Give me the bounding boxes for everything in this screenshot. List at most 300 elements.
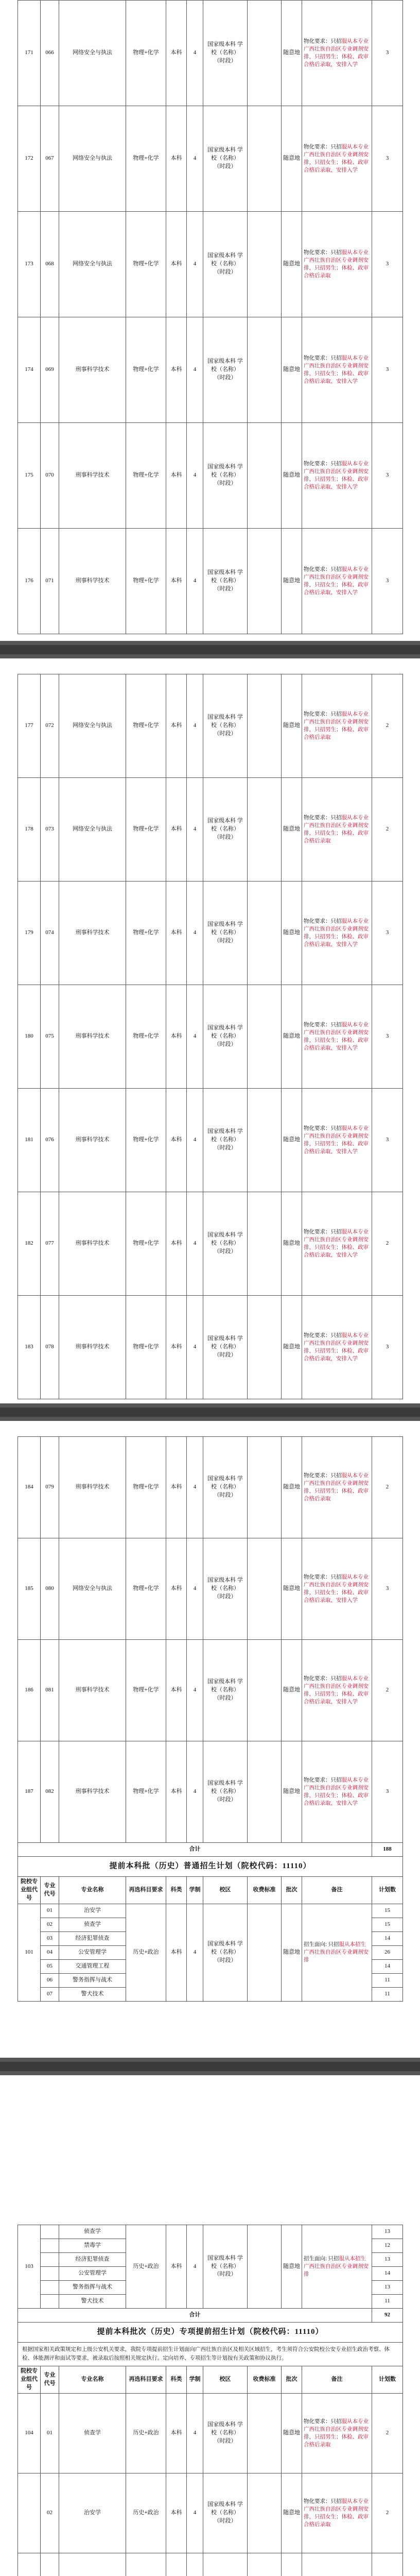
subject-cell: 物理+化学 bbox=[126, 778, 166, 882]
batch-cell: 随意地 bbox=[282, 778, 302, 882]
years-cell: 4 bbox=[187, 882, 203, 985]
column-header: 专业名称 bbox=[59, 2366, 126, 2394]
subject-cell: 物理+化学 bbox=[126, 1089, 166, 1192]
fee-cell bbox=[248, 882, 282, 985]
table-row bbox=[18, 1538, 403, 1640]
years-cell: 4 bbox=[187, 2225, 203, 2309]
column-headers bbox=[18, 2366, 403, 2394]
batch-cell: 随意地 bbox=[282, 1192, 302, 1296]
column-header: 校区 bbox=[203, 2366, 248, 2394]
document-page-1 bbox=[0, 0, 420, 634]
subject-cell: 历史+政治 bbox=[126, 2473, 166, 2553]
major-code-cell: 066 bbox=[41, 1, 59, 106]
batch-cell: 随意地 bbox=[282, 2394, 302, 2473]
header-row bbox=[18, 2366, 403, 2394]
table-row bbox=[18, 1192, 403, 1296]
campus-cell: 国家级本科 学校（名称） （时段） bbox=[203, 778, 248, 882]
remarks-cell bbox=[302, 317, 372, 423]
group-code-cell: 181 bbox=[18, 1089, 41, 1192]
years-cell: 4 bbox=[187, 106, 203, 212]
major-name-cell: 侦查学 bbox=[59, 1918, 126, 1931]
years-cell: 4 bbox=[187, 1538, 203, 1640]
major-name-cell: 公安管理学 bbox=[59, 1945, 126, 1959]
category-cell: 本科 bbox=[166, 1538, 187, 1640]
major-name-cell: 侦查学 bbox=[59, 2225, 126, 2239]
remarks-text: 招生面向: 只招 bbox=[304, 1941, 339, 1947]
remarks-cell bbox=[302, 882, 372, 985]
remarks-highlight: 服从本招生广西壮族自治区专业调剂安排 bbox=[304, 2256, 369, 2278]
column-header: 计划数 bbox=[372, 2366, 403, 2394]
years-cell: 4 bbox=[187, 1904, 203, 2001]
category-cell: 本科 bbox=[166, 1192, 187, 1296]
group-code-cell: 178 bbox=[18, 778, 41, 882]
campus-cell: 国家级本科 学校（名称） （时段） bbox=[203, 1640, 248, 1741]
enrollment-table-4 bbox=[18, 2225, 403, 2576]
plan-count-cell: 3 bbox=[372, 1538, 403, 1640]
header-row bbox=[18, 1876, 403, 1904]
plan-count-cell: 2 bbox=[372, 2394, 403, 2473]
category-cell: 本科 bbox=[166, 2394, 187, 2473]
remarks-text: 物化要求：只招 bbox=[304, 461, 342, 467]
column-header: 学制 bbox=[187, 1876, 203, 1904]
major-code-cell: 070 bbox=[41, 423, 59, 529]
table-row bbox=[18, 212, 403, 317]
column-header: 科类 bbox=[166, 1876, 187, 1904]
remarks-highlight: 服从本专业广西壮族自治区专业调剂安排，只招女生；体检、政审合格后录取，安排入学 bbox=[304, 1022, 369, 1052]
document-page-2 bbox=[0, 658, 420, 1399]
fee-cell bbox=[248, 1640, 282, 1741]
major-code-cell bbox=[41, 2253, 59, 2267]
major-name-cell: 网络安全与执法 bbox=[59, 212, 126, 317]
remarks-text: 物化要求：只招 bbox=[304, 249, 342, 256]
years-cell: 4 bbox=[187, 1089, 203, 1192]
major-code-cell: 02 bbox=[41, 2473, 59, 2553]
remarks-highlight: 服从本专业广西壮族自治区专业调剂安排，只招男生；体检、政审合格后录取，安排入学 bbox=[304, 1332, 369, 1362]
category-cell: 本科 bbox=[166, 882, 187, 985]
remarks-text: 物化要求：只招 bbox=[304, 144, 342, 150]
column-header: 计划数 bbox=[372, 1876, 403, 1904]
remarks-cell bbox=[302, 1904, 372, 2001]
remarks-cell bbox=[302, 778, 372, 882]
plan-count-cell: 2 bbox=[372, 778, 403, 882]
batch-cell: 随意地 bbox=[282, 212, 302, 317]
years-cell: 4 bbox=[187, 1192, 203, 1296]
campus-cell: 国家级本科 学校（名称） （时段） bbox=[203, 106, 248, 212]
major-name-cell: 刑事科学技术 bbox=[59, 985, 126, 1089]
years-cell bbox=[187, 2553, 203, 2576]
plan-count-cell: 14 bbox=[372, 1959, 403, 1973]
category-cell: 本科 bbox=[166, 674, 187, 778]
batch-cell: 随意地 bbox=[282, 423, 302, 529]
plan-count-cell: 3 bbox=[372, 106, 403, 212]
major-name-cell: 交通管理工程 bbox=[59, 1959, 126, 1973]
remarks-text: 物化要求：只招 bbox=[304, 1472, 342, 1479]
category-cell: 本科 bbox=[166, 1089, 187, 1192]
years-cell: 4 bbox=[187, 423, 203, 529]
major-code-cell bbox=[41, 2281, 59, 2295]
subject-cell: 历史+政治 bbox=[126, 2225, 166, 2309]
major-name-cell: 警务指挥与战术 bbox=[59, 1973, 126, 1987]
campus-cell: 国家级本科 学校（名称） （时段） bbox=[203, 1089, 248, 1192]
table-row bbox=[18, 1741, 403, 1843]
column-header: 专业代号 bbox=[41, 1876, 59, 1904]
batch-cell: 随意地 bbox=[282, 2225, 302, 2309]
remarks-text: 物化要求：只招 bbox=[304, 1229, 342, 1235]
subject-cell: 物理+化学 bbox=[126, 1640, 166, 1741]
fee-cell bbox=[248, 212, 282, 317]
major-code-cell: 04 bbox=[41, 1945, 59, 1959]
major-code-cell bbox=[41, 2225, 59, 2239]
major-name-cell: 经济犯罪侦查 bbox=[59, 1931, 126, 1945]
column-header: 校区 bbox=[203, 1876, 248, 1904]
subject-cell: 物理+化学 bbox=[126, 106, 166, 212]
table-body bbox=[18, 1437, 403, 1843]
campus-cell: 国家级本科 学校（名称） （时段） bbox=[203, 2394, 248, 2473]
group-code-cell: 101 bbox=[18, 1904, 41, 2001]
subject-cell: 历史+政治 bbox=[126, 2394, 166, 2473]
fee-cell bbox=[248, 423, 282, 529]
enrollment-table-2 bbox=[18, 674, 403, 1399]
remarks-cell bbox=[302, 529, 372, 634]
remarks-highlight: 服从本招生广西壮族自治区专业调剂安排 bbox=[304, 1941, 369, 1963]
remarks-text: 物化要求：只招 bbox=[304, 711, 342, 717]
major-code-cell: 067 bbox=[41, 106, 59, 212]
major-name-cell: 网络安全与执法 bbox=[59, 778, 126, 882]
fee-cell bbox=[248, 2473, 282, 2553]
document-page-4 bbox=[0, 2075, 420, 2576]
category-cell: 本科 bbox=[166, 1640, 187, 1741]
fee-cell bbox=[248, 1296, 282, 1399]
plan-count-cell: 11 bbox=[372, 1987, 403, 2001]
table-row bbox=[18, 529, 403, 634]
plan-count-cell: 3 bbox=[372, 317, 403, 423]
table-body bbox=[18, 1904, 403, 2001]
fee-cell bbox=[248, 317, 282, 423]
plan-count-cell: 2 bbox=[372, 2473, 403, 2553]
column-header: 专业代号 bbox=[41, 2366, 59, 2394]
remarks-highlight: 服从本专业广西壮族自治区专业调剂安排，只招男生；体检、政审合格后录取，安排入学 bbox=[304, 1675, 369, 1705]
table-row bbox=[18, 423, 403, 529]
subject-cell: 物理+化学 bbox=[126, 1296, 166, 1399]
major-code-cell: 082 bbox=[41, 1741, 59, 1843]
fee-cell bbox=[248, 529, 282, 634]
plan-count-cell: 3 bbox=[372, 212, 403, 317]
subject-cell: 物理+化学 bbox=[126, 212, 166, 317]
category-cell: 本科 bbox=[166, 1904, 187, 2001]
remarks-cell bbox=[302, 2394, 372, 2473]
fee-cell bbox=[248, 2553, 282, 2576]
major-code-cell: 06 bbox=[41, 1973, 59, 1987]
group-code-cell: 179 bbox=[18, 882, 41, 985]
campus-cell: 国家级本科 学校（名称） （时段） bbox=[203, 674, 248, 778]
subject-cell: 物理+化学 bbox=[126, 1538, 166, 1640]
plan-count-cell: 3 bbox=[372, 1, 403, 106]
column-header: 再选科目要求 bbox=[126, 1876, 166, 1904]
remarks-cell bbox=[302, 1, 372, 106]
table-row bbox=[18, 1904, 403, 1918]
fee-cell bbox=[248, 1, 282, 106]
remarks-cell bbox=[302, 1089, 372, 1192]
major-name-cell: 网络安全与执法 bbox=[59, 1, 126, 106]
column-headers bbox=[18, 1876, 403, 1904]
batch-cell: 随意地 bbox=[282, 1296, 302, 1399]
group-code-cell: 104 bbox=[18, 2394, 41, 2473]
years-cell: 4 bbox=[187, 1, 203, 106]
batch-cell: 随意地 bbox=[282, 1640, 302, 1741]
table-row bbox=[18, 106, 403, 212]
table-body bbox=[18, 2394, 403, 2576]
years-cell: 4 bbox=[187, 317, 203, 423]
remarks-cell bbox=[302, 2553, 372, 2576]
major-name-cell: 侦查学 bbox=[59, 2394, 126, 2473]
fee-cell bbox=[248, 778, 282, 882]
major-name-cell: 经济犯罪侦查 bbox=[59, 2253, 126, 2267]
major-name-cell: 网络安全与执法 bbox=[59, 674, 126, 778]
major-code-cell: 071 bbox=[41, 529, 59, 634]
group-code-cell: 182 bbox=[18, 1192, 41, 1296]
subject-cell: 物理+化学 bbox=[126, 529, 166, 634]
major-code-cell: 073 bbox=[41, 778, 59, 882]
batch-cell: 随意地 bbox=[282, 1, 302, 106]
group-code-cell: 180 bbox=[18, 985, 41, 1089]
major-name-cell: 刑事科学技术 bbox=[59, 1192, 126, 1296]
major-code-cell: 075 bbox=[41, 985, 59, 1089]
group-code-cell: 171 bbox=[18, 1, 41, 106]
page-separator bbox=[0, 1403, 420, 1421]
column-header: 批次 bbox=[282, 1876, 302, 1904]
major-code-cell: 03 bbox=[41, 1931, 59, 1945]
plan-count-cell: 2 bbox=[372, 1640, 403, 1741]
major-code-cell: 074 bbox=[41, 882, 59, 985]
group-code-cell: 103 bbox=[18, 2225, 41, 2309]
major-code-cell: 077 bbox=[41, 1192, 59, 1296]
major-name-cell: 刑事科学技术 bbox=[59, 882, 126, 985]
major-name-cell: 治安学 bbox=[59, 1904, 126, 1918]
years-cell: 4 bbox=[187, 1640, 203, 1741]
plan-count-cell: 11 bbox=[372, 2295, 403, 2309]
campus-cell: 国家级本科 学校（名称） （时段） bbox=[203, 423, 248, 529]
campus-cell: 国家级本科 学校（名称） （时段） bbox=[203, 1296, 248, 1399]
remarks-highlight: 服从本专业广西壮族自治区专业调剂安排，只招男生；体检、政审合格后录取，安排入学 bbox=[304, 918, 369, 948]
remarks-highlight: 服从本专业广西壮族自治区专业调剂安排，只招男生；体检、政审合格后录取 bbox=[304, 2418, 369, 2448]
remarks-text: 物化要求：只招 bbox=[304, 1777, 342, 1783]
plan-count-cell: 14 bbox=[372, 1931, 403, 1945]
column-header: 备注 bbox=[302, 1876, 372, 1904]
page-separator bbox=[0, 2058, 420, 2075]
campus-cell: 国家级本科 学校（名称） （时段） bbox=[203, 1904, 248, 2001]
major-name-cell: 治安学 bbox=[59, 2473, 126, 2553]
table-row bbox=[18, 1437, 403, 1538]
group-code-cell: 172 bbox=[18, 106, 41, 212]
batch-cell: 随意地 bbox=[282, 2473, 302, 2553]
remarks-text: 物化要求：只招 bbox=[304, 1125, 342, 1131]
remarks-text: 物化要求：只招 bbox=[304, 38, 342, 44]
fee-cell bbox=[248, 985, 282, 1089]
campus-cell: 国家级本科 学校（名称） （时段） bbox=[203, 1741, 248, 1843]
plan-count-cell: 13 bbox=[372, 2253, 403, 2267]
column-header: 收费标准 bbox=[248, 1876, 282, 1904]
subject-cell: 历史+政治 bbox=[126, 1904, 166, 2001]
remarks-text: 物化要求：只招 bbox=[304, 1022, 342, 1028]
subject-cell bbox=[126, 2553, 166, 2576]
column-header: 学制 bbox=[187, 2366, 203, 2394]
subject-cell: 物理+化学 bbox=[126, 317, 166, 423]
plan-count-cell: 14 bbox=[372, 2267, 403, 2281]
remarks-cell bbox=[302, 674, 372, 778]
category-cell: 本科 bbox=[166, 1437, 187, 1538]
plan-count-cell bbox=[372, 2553, 403, 2576]
fee-cell bbox=[248, 1437, 282, 1538]
remarks-cell bbox=[302, 1437, 372, 1538]
group-code-cell bbox=[18, 2473, 41, 2553]
batch-cell: 随意地 bbox=[282, 985, 302, 1089]
remarks-highlight: 服从本专业广西壮族自治区专业调剂安排，只招女生；体检、政审合格后录取，安排入学 bbox=[304, 1777, 369, 1807]
column-header: 院校专业组代号 bbox=[18, 1876, 41, 1904]
major-code-cell: 079 bbox=[41, 1437, 59, 1538]
category-cell bbox=[166, 2553, 187, 2576]
campus-cell: 国家级本科 学校（名称） （时段） bbox=[203, 529, 248, 634]
group-code-cell: 177 bbox=[18, 674, 41, 778]
remarks-highlight: 服从本专业广西壮族自治区专业调剂安排，只招女生；体检、政审合格后录取，安排入学 bbox=[304, 1574, 369, 1604]
category-cell: 本科 bbox=[166, 423, 187, 529]
group-code-cell: 183 bbox=[18, 1296, 41, 1399]
campus-cell: 国家级本科 学校（名称） （时段） bbox=[203, 1437, 248, 1538]
table-row bbox=[18, 985, 403, 1089]
table-row bbox=[18, 2473, 403, 2553]
major-name-cell: 刑事科学技术 bbox=[59, 1741, 126, 1843]
major-code-cell: 02 bbox=[41, 1918, 59, 1931]
subtotal-value: 92 bbox=[372, 2309, 403, 2323]
column-header: 收费标准 bbox=[248, 2366, 282, 2394]
category-cell: 本科 bbox=[166, 2473, 187, 2553]
plan-count-cell: 26 bbox=[372, 1945, 403, 1959]
campus-cell: 国家级本科 学校（名称） （时段） bbox=[203, 985, 248, 1089]
subject-cell: 物理+化学 bbox=[126, 1741, 166, 1843]
remarks-cell bbox=[302, 1296, 372, 1399]
remarks-text: 物化要求：只招 bbox=[304, 1675, 342, 1682]
remarks-text: 物化要求：只招 bbox=[304, 2498, 342, 2504]
table-row bbox=[18, 1089, 403, 1192]
remarks-cell bbox=[302, 985, 372, 1089]
group-code-cell: 187 bbox=[18, 1741, 41, 1843]
batch-cell: 随意地 bbox=[282, 882, 302, 985]
category-cell: 本科 bbox=[166, 1741, 187, 1843]
batch-cell: 随意地 bbox=[282, 106, 302, 212]
remarks-text: 物化要求：只招 bbox=[304, 566, 342, 572]
table-body bbox=[18, 2225, 403, 2309]
major-code-cell bbox=[41, 2295, 59, 2309]
major-code-cell: 01 bbox=[41, 2394, 59, 2473]
remarks-highlight: 服从本专业广西壮族自治区专业调剂安排，只招男生；体检、政审合格后录取，安排入学 bbox=[304, 1125, 369, 1155]
subject-cell: 物理+化学 bbox=[126, 674, 166, 778]
plan-count-cell: 15 bbox=[372, 1904, 403, 1918]
major-name-cell: 警犬技术 bbox=[59, 2295, 126, 2309]
major-name-cell: 警务指挥与战术 bbox=[59, 2281, 126, 2295]
major-code-cell: 078 bbox=[41, 1296, 59, 1399]
column-header: 科类 bbox=[166, 2366, 187, 2394]
remarks-cell bbox=[302, 1640, 372, 1741]
category-cell: 本科 bbox=[166, 529, 187, 634]
major-code-cell: 05 bbox=[41, 1959, 59, 1973]
category-cell: 本科 bbox=[166, 106, 187, 212]
years-cell: 4 bbox=[187, 985, 203, 1089]
remarks-cell bbox=[302, 1538, 372, 1640]
category-cell: 本科 bbox=[166, 985, 187, 1089]
table-body bbox=[18, 674, 403, 1399]
batch-cell: 随意地 bbox=[282, 674, 302, 778]
batch-cell: 随意地 bbox=[282, 1904, 302, 2001]
major-code-cell: 072 bbox=[41, 674, 59, 778]
category-cell: 本科 bbox=[166, 1296, 187, 1399]
years-cell: 4 bbox=[187, 529, 203, 634]
remarks-cell bbox=[302, 106, 372, 212]
subject-cell: 物理+化学 bbox=[126, 1, 166, 106]
remarks-highlight: 服从本专业广西壮族自治区专业调剂安排，只招男生；体检、政审合格后录取 bbox=[304, 249, 369, 279]
major-name-cell: 警犬技术 bbox=[59, 1987, 126, 2001]
document-page-3 bbox=[0, 1421, 420, 2002]
major-name-cell: 刑事科学技术 bbox=[59, 1296, 126, 1399]
remarks-highlight: 服从本专业广西壮族自治区专业调剂安排，只招女生；体检、政审合格后录取 bbox=[304, 815, 369, 844]
column-header: 批次 bbox=[282, 2366, 302, 2394]
table-row bbox=[18, 2225, 403, 2239]
fee-cell bbox=[248, 674, 282, 778]
remarks-highlight: 服从本专业广西壮族自治区专业调剂安排，只招女生；体检、政审合格后录取，安排入学 bbox=[304, 566, 369, 596]
major-code-cell: 01 bbox=[41, 1904, 59, 1918]
plan-count-cell: 12 bbox=[372, 2239, 403, 2253]
major-name-cell: 网络安全与执法 bbox=[59, 1538, 126, 1640]
plan-count-cell: 11 bbox=[372, 1973, 403, 1987]
major-code-cell bbox=[41, 2239, 59, 2253]
fee-cell bbox=[248, 1089, 282, 1192]
major-name-cell: 网络安全与执法 bbox=[59, 106, 126, 212]
group-code-cell: 185 bbox=[18, 1538, 41, 1640]
subject-cell: 物理+化学 bbox=[126, 1192, 166, 1296]
remarks-text: 物化要求：只招 bbox=[304, 1332, 342, 1338]
subject-cell: 物理+化学 bbox=[126, 882, 166, 985]
years-cell: 4 bbox=[187, 212, 203, 317]
major-code-cell: 080 bbox=[41, 1538, 59, 1640]
column-header: 再选科目要求 bbox=[126, 2366, 166, 2394]
batch-cell: 随意地 bbox=[282, 1741, 302, 1843]
remarks-cell bbox=[302, 2225, 372, 2309]
subtotal-label: 合计 bbox=[18, 2309, 372, 2323]
group-code-cell: 186 bbox=[18, 1640, 41, 1741]
enrollment-table-1 bbox=[18, 0, 403, 634]
fee-cell bbox=[248, 1538, 282, 1640]
enrollment-table-3 bbox=[18, 1436, 403, 2002]
remarks-highlight: 服从本专业广西壮族自治区专业调剂安排，只招女生；体检、政审合格后录取，安排入学 bbox=[304, 144, 369, 174]
fee-cell bbox=[248, 1192, 282, 1296]
subtotal-value: 188 bbox=[372, 1843, 403, 1857]
major-code-cell: 069 bbox=[41, 317, 59, 423]
campus-cell: 国家级本科 学校（名称） （时段） bbox=[203, 2225, 248, 2309]
years-cell: 4 bbox=[187, 1437, 203, 1538]
category-cell: 本科 bbox=[166, 212, 187, 317]
table-row bbox=[18, 2553, 403, 2576]
campus-cell: 国家级本科 学校（名称） （时段） bbox=[203, 1192, 248, 1296]
subtotal-label: 合计 bbox=[18, 1843, 372, 1857]
group-code-cell: 175 bbox=[18, 423, 41, 529]
major-name-cell: 禁毒学 bbox=[59, 2239, 126, 2253]
plan-count-cell: 3 bbox=[372, 1296, 403, 1399]
group-code-cell: 176 bbox=[18, 529, 41, 634]
batch-cell: 随意地 bbox=[282, 529, 302, 634]
remarks-text: 物化要求：只招 bbox=[304, 1574, 342, 1580]
plan-count-cell: 15 bbox=[372, 1918, 403, 1931]
column-header: 专业名称 bbox=[59, 1876, 126, 1904]
remarks-highlight: 服从本专业广西壮族自治区专业调剂安排，只招男生；体检、政审合格后录取，安排入学 bbox=[304, 38, 369, 68]
group-code-cell: 174 bbox=[18, 317, 41, 423]
